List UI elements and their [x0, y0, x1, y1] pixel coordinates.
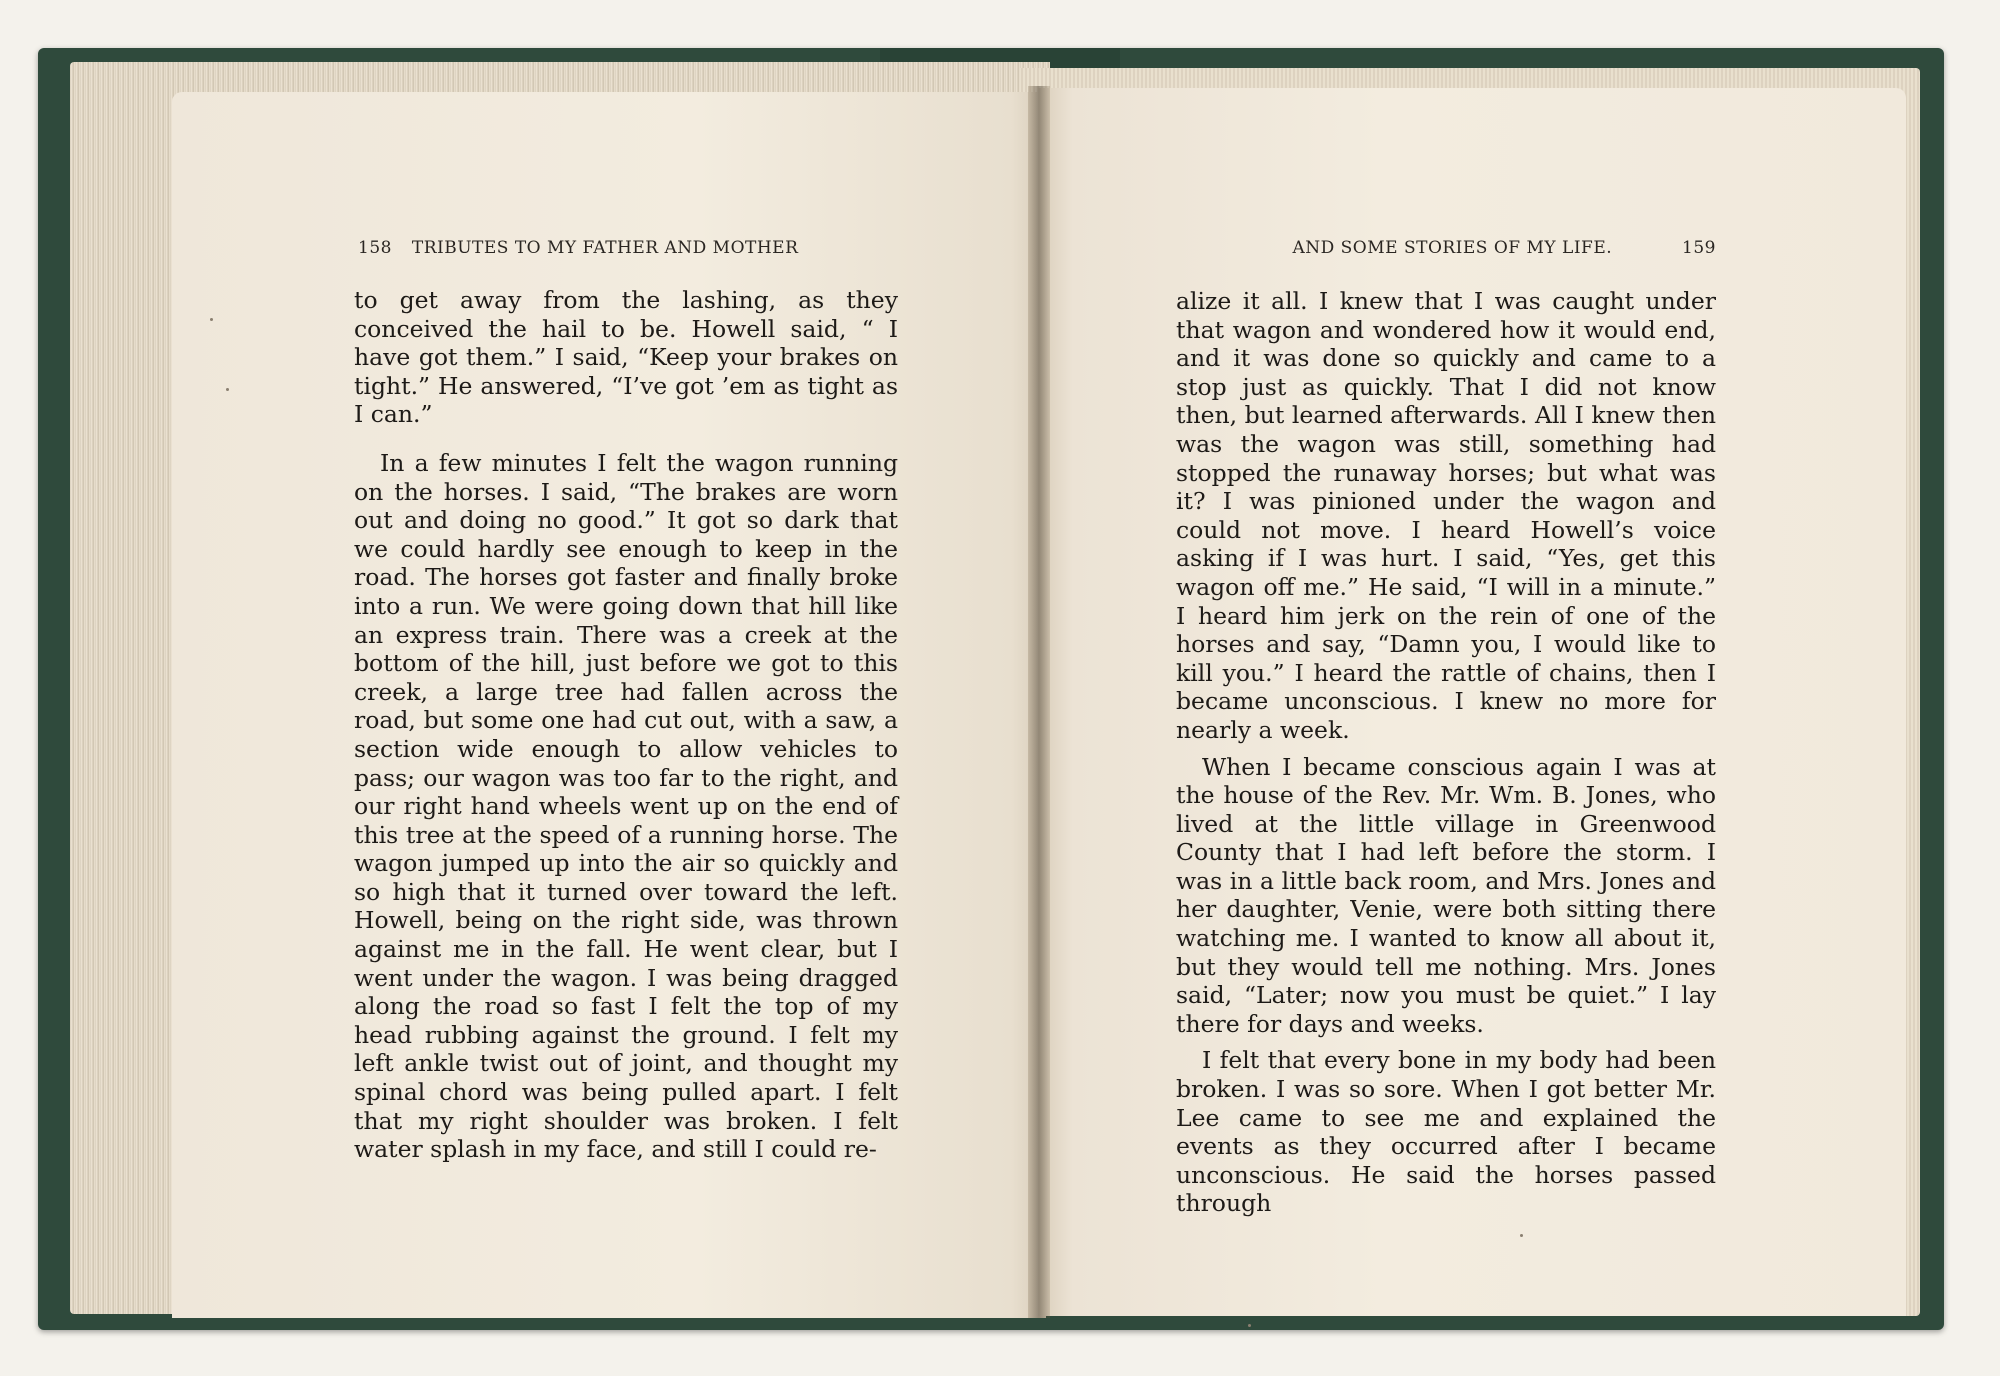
paragraph: When I became conscious again I was at the house of the Rev. Mr. Wm. B. Jones, who lived at the little village in Greenwood County that I had left before the storm. I was in a little back room, and Mrs. Jones and her daughter, Venie, were both sitting there watching me. I wanted to know all about it, but they would tell me nothing. Mrs. Jones said, “Later; now you must be quiet.” I lay there for days and weeks. [1176, 752, 1716, 1038]
paragraph: In a few minutes I felt the wagon running on the horses. I said, “The brakes are worn out and doing no good.” It got so dark that we could hardly see enough to keep in the road. The horses got faster and finally broke into a run. We were going down that hill like an express train. There was a creek at the bottom of the hill, just before we got to this creek, a large tree had fallen across the road, but some one had cut out, with a saw, a section wide enough to allow vehicles to pass; our wagon was too far to the right, and our right hand wheels went up on the end of this tree at the speed of a running horse. The wagon jumped up into the air so quickly and so high that it turned over toward the left. Howell, being on the right side, was thrown against me in the fall. He went clear, but I went under the wagon. I was being dragged along the road so fast I felt the top of my head rubbing against the ground. I felt my left ankle twist out of joint, and thought my spinal chord was being pulled apart. I felt that my right shoulder was broken. I felt water splash in my face, and still I could re- [354, 448, 898, 1164]
book-gutter [1028, 86, 1050, 1318]
right-running-head [1276, 238, 1716, 258]
paragraph: to get away from the lashing, as they conceived the hail to be. Howell said, “ I have got them.” I said, “Keep your brakes on tight.” He answered, “I’ve got ’em as tight as I can.” [354, 286, 898, 429]
right-running-title: AND SOME STORIES OF MY LIFE. [1292, 238, 1613, 258]
right-page-body [1176, 287, 1716, 1218]
left-page-body [354, 286, 898, 1164]
paper-speck [210, 318, 213, 321]
paper-speck [226, 388, 229, 391]
paper-speck [1520, 1234, 1523, 1237]
paper-speck [1248, 1324, 1251, 1327]
right-page-number: 159 [1682, 238, 1716, 258]
left-running-head [358, 238, 798, 258]
left-running-title: TRIBUTES TO MY FATHER AND MOTHER [411, 238, 799, 258]
paragraph: alize it all. I knew that I was caught under that wagon and wondered how it would end, and it was done so quickly and came to a stop just as quickly. That I did not know then, but learned afterwards. All I knew then was the wagon was still, something had stopped the runaway horses; but what was it? I was pinioned under the wagon and could not move. I heard Howell’s voice asking if I was hurt. I said, “Yes, get this wagon off me.” He said, “I will in a minute.” I heard him jerk on the rein of one of the horses and say, “Damn you, I would like to kill you.” I heard the rattle of chains, then I became unconscious. I knew no more for nearly a week. [1176, 287, 1716, 744]
paragraph: I felt that every bone in my body had been broken. I was so sore. When I got better Mr. Lee came to see me and explained the events as they occurred after I became unconscious. He said the horses passed through [1176, 1046, 1716, 1218]
left-page-number: 158 [358, 238, 392, 258]
